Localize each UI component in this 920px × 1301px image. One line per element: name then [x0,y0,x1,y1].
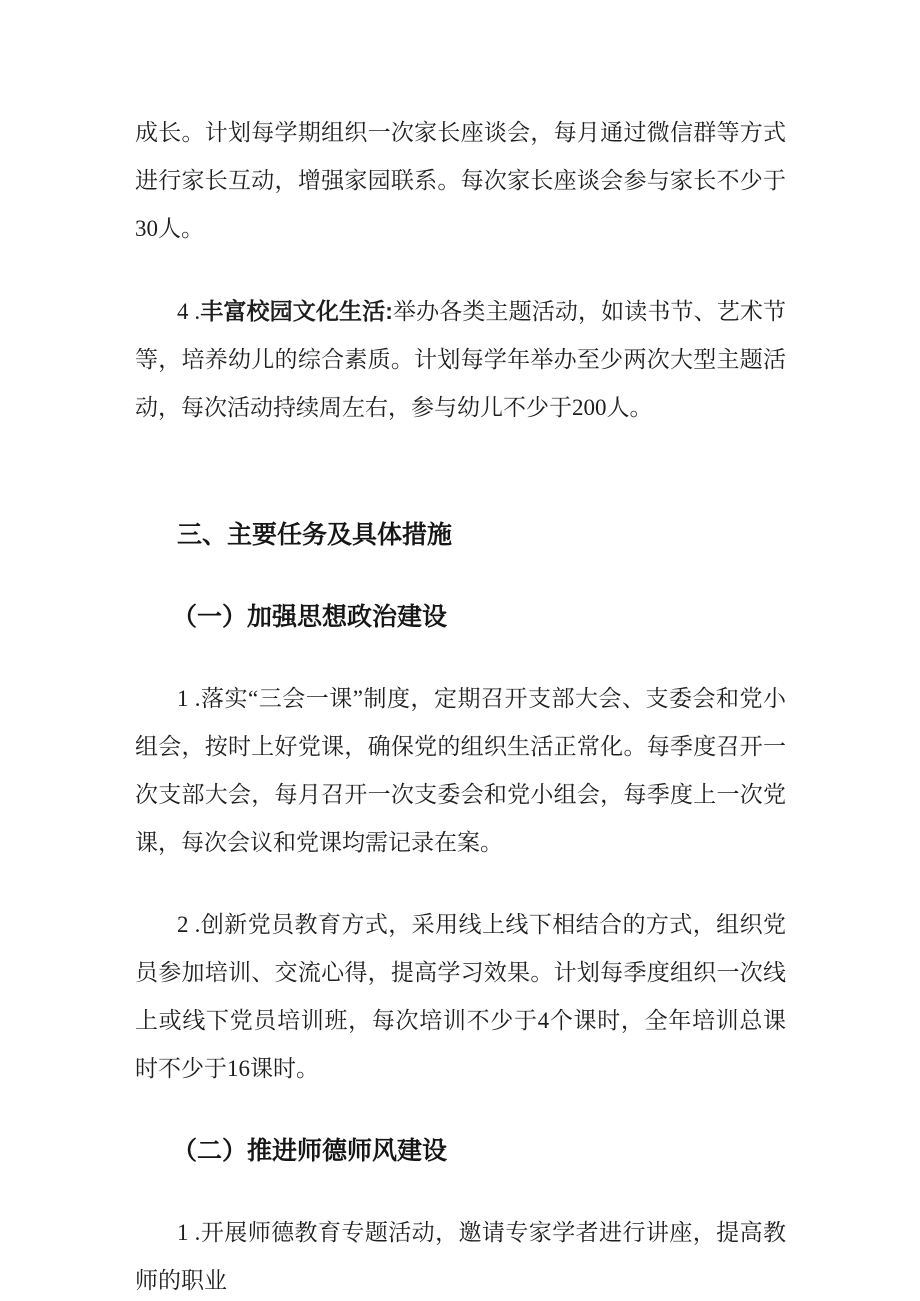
paragraph-body-text: 开展师德教育专题活动，邀请专家学者进行讲座，提高教师的职业 [135,1220,787,1293]
paragraph-campus-culture [135,287,786,432]
paragraph-body-text: 创新党员教育方式，采用线上线下相结合的方式，组织党员参加培训、交流心得，提高学习效果。计划每季度组织一次线上或线下党员培训班，每次培训不少于4个课时，全年培训总课时不少于16课时。 [135,912,787,1081]
heading-ideological-political-building: （一）加强思想政治建设 [172,603,448,631]
list-number: 4 . [177,299,201,324]
paragraph-body-text: 举办各类主题活动，如读书节、艺术节等，培养幼儿的综合素质。计划每学年举办至少两次大型主题活动，每次活动持续周左右，参与幼儿不少于200人。 [135,299,787,420]
paragraph-teacher-ethics-activities [135,1209,786,1301]
document-content [135,109,786,1301]
heading-main-tasks: 三、主要任务及具体措施 [177,521,453,549]
list-number: 2 . [177,912,201,937]
heading-teacher-ethics-building: （二）推进师德师风建设 [172,1137,448,1165]
paragraph-lead-bold: 丰富校园文化生活: [200,298,393,324]
paragraph-party-member-education [135,901,786,1093]
list-number: 1 . [177,686,201,711]
paragraph-three-meetings-one-lesson [135,675,786,867]
paragraph-body-text: 落实“三会一课”制度，定期召开支部大会、支委会和党小组会，按时上好党课，确保党的组织生活正常化。每季度召开一次支部大会，每月召开一次支委会和党小组会，每季度上一次党课，每次会议和党课均需记录在案。 [135,686,787,855]
paragraph-family-engagement: 成长。计划每学期组织一次家长座谈会，每月通过微信群等方式进行家长互动，增强家园联系。每次家长座谈会参与家长不少于30人。 [135,120,786,241]
list-number: 1 . [177,1220,201,1245]
